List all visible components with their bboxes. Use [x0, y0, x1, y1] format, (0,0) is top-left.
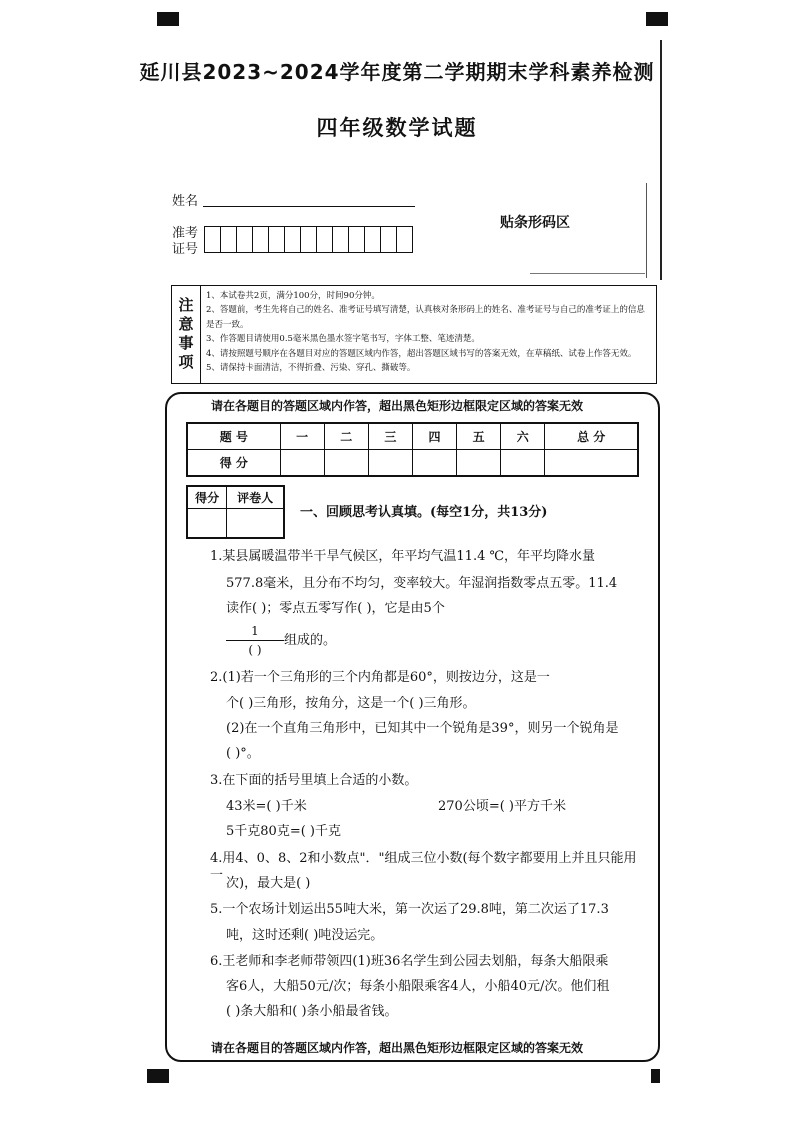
question-6-line: ( )条大船和( )条小船最省钱。 [226, 1004, 398, 1019]
fraction-numerator: 1 [251, 624, 259, 638]
score-table-header: 题 号 [187, 423, 280, 450]
notice-item: 1、本试卷共2页，满分100分，时间90分钟。 [206, 291, 380, 301]
question-3-line: 3.在下面的括号里填上合适的小数。 [210, 773, 418, 788]
question-3-item: 5千克80克=( )千克 [226, 824, 341, 839]
score-table-header: 五 [457, 423, 501, 450]
question-6-line: 客6人，大船50元/次；每条小船限乘客4人，小船40元/次。他们租 [226, 979, 610, 994]
grader-score-label: 得分 [187, 486, 227, 508]
question-1-line: 读作( )；零点五零写作( )，它是由5个 [226, 601, 445, 616]
registration-mark-bottom-left [147, 1069, 169, 1083]
notice-item: 2、答题前，考生先将自己的姓名、准考证号填写清楚，认真核对条形码上的姓名、准考证号与自己的准考证上的信息是否一致。 [206, 305, 645, 330]
question-1-line: 1.某县属暖温带半干旱气候区，年平均气温11.4 ℃，年平均降水量 [210, 549, 596, 564]
question-3-item: 43米=( )千米 [226, 799, 307, 814]
exam-title: 延川县2023~2024学年度第二学期期末学科素养检测 [139, 60, 655, 84]
margin-rule [660, 40, 662, 280]
score-cell[interactable] [457, 450, 501, 477]
question-1-line: 577.8毫米，且分布不均匀，变率较大。年湿润指数零点五零。11.4 [226, 576, 618, 591]
grader-box [186, 485, 285, 539]
question-2-line: 2.(1)若一个三角形的三个内角都是60°，则按边分，这是一 [210, 670, 550, 685]
fraction-denominator[interactable]: ( ) [248, 643, 262, 657]
grader-score-cell[interactable] [187, 508, 227, 538]
score-table-header: 二 [324, 423, 368, 450]
score-table-row [187, 450, 638, 477]
exam-subtitle: 四年级数学试题 [316, 116, 478, 140]
question-3-item: 270公顷=( )平方千米 [438, 799, 566, 814]
question-4-line: 次)，最大是( ) [226, 876, 311, 891]
notice-list [206, 289, 652, 375]
score-table-header-row [187, 423, 638, 450]
question-4-line: 4.用4、0、8、2和小数点"．"组成三位小数(每个数字都要用上并且只能用一 [210, 851, 637, 883]
name-field[interactable] [203, 206, 415, 207]
name-label: 姓名 [172, 194, 199, 209]
question-6-line: 6.王老师和李老师带领四(1)班36名学生到公园去划船，每条大船限乘 [210, 954, 609, 969]
question-2-line: 个( )三角形，按角分，这是一个( )三角形。 [226, 696, 476, 711]
score-table-header: 四 [412, 423, 456, 450]
answer-area-warning-top: 请在各题目的答题区域内作答，超出黑色矩形边框限定区域的答案无效 [210, 399, 583, 413]
score-row-label: 得 分 [187, 450, 280, 477]
score-cell[interactable] [324, 450, 368, 477]
grader-name-cell[interactable] [227, 508, 284, 538]
score-table-header: 一 [280, 423, 324, 450]
notice-item: 4、请按照题号顺序在各题目对应的答题区域内作答，超出答题区域书写的答案无效，在草稿纸、试卷上作答无效。 [206, 348, 637, 359]
registration-mark-bottom-right [651, 1069, 660, 1083]
section-1-title: 一、回顾思考认真填。(每空1分，共13分) [300, 505, 548, 520]
score-table-header: 六 [501, 423, 545, 450]
question-5-line: 5.一个农场计划运出55吨大米，第一次运了29.8吨，第二次运了17.3 [210, 902, 609, 917]
barcode-area-rule-bottom [530, 273, 645, 274]
id-label-line2: 证号 [172, 242, 199, 257]
barcode-area-rule [646, 183, 647, 278]
registration-mark-top-right [646, 12, 668, 26]
score-cell[interactable] [368, 450, 412, 477]
grader-name-label: 评卷人 [227, 486, 284, 508]
score-cell[interactable] [412, 450, 456, 477]
question-2-line: ( )°。 [226, 746, 260, 761]
score-table-header: 三 [368, 423, 412, 450]
answer-area-warning-bottom: 请在各题目的答题区域内作答，超出黑色矩形边框限定区域的答案无效 [210, 1041, 583, 1055]
notice-box [171, 285, 657, 384]
notice-heading: 注意事项 [172, 286, 201, 383]
score-cell[interactable] [545, 450, 638, 477]
score-table [186, 422, 639, 477]
notice-item: 5、请保持卡面清洁，不得折叠、污染、穿孔、撕破等。 [206, 363, 416, 374]
question-1-tail: 组成的。 [284, 633, 337, 648]
registration-mark-top-left [157, 12, 179, 26]
question-5-line: 吨，这时还剩( )吨没运完。 [226, 928, 384, 943]
exam-id-boxes[interactable] [204, 226, 413, 253]
score-table-header: 总 分 [545, 423, 638, 450]
score-cell[interactable] [501, 450, 545, 477]
notice-item: 3、作答题目请使用0.5毫米黑色墨水签字笔书写，字体工整、笔迹清楚。 [206, 334, 480, 345]
id-label-line1: 准考 [172, 226, 199, 241]
barcode-area-label: 贴条形码区 [500, 215, 570, 231]
question-2-line: (2)在一个直角三角形中，已知其中一个锐角是39°，则另一个锐角是 [226, 721, 619, 736]
score-cell[interactable] [280, 450, 324, 477]
question-1-fraction [226, 624, 284, 657]
